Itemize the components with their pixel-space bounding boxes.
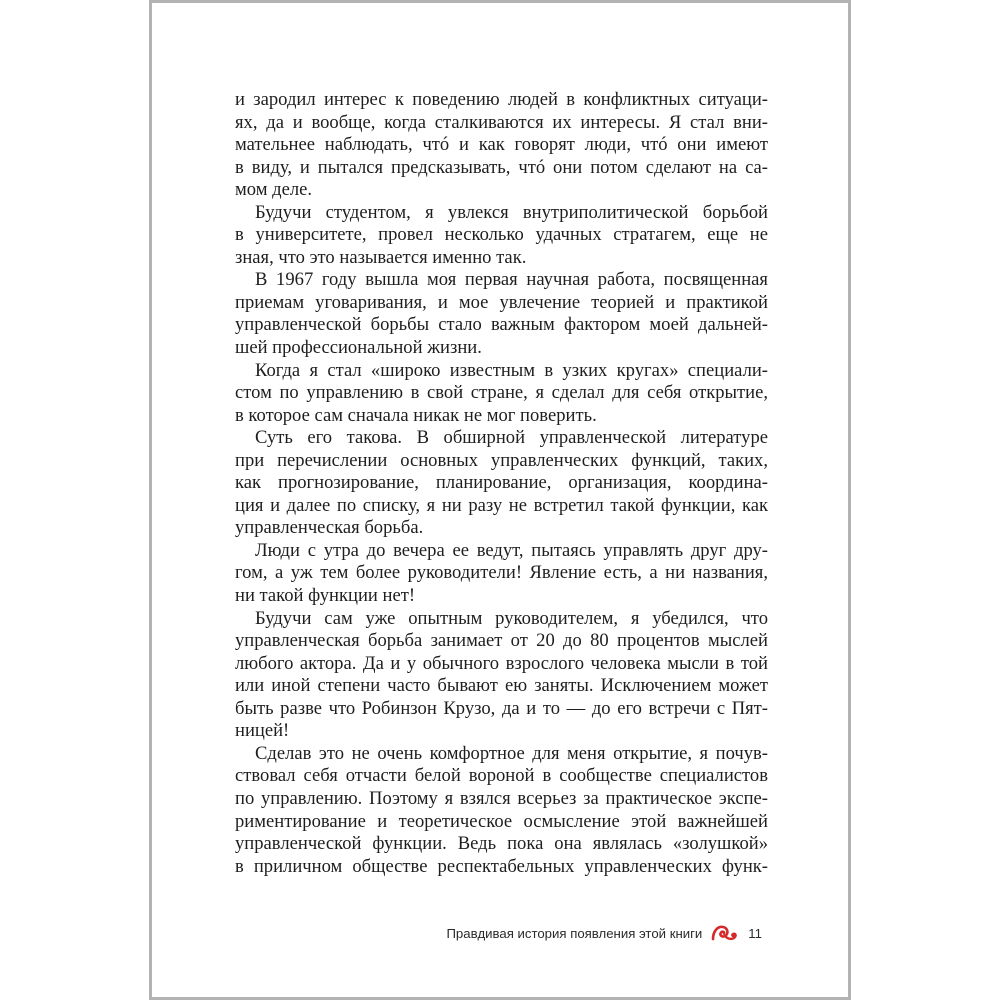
text-line: зная, что это называется именно так. — [235, 246, 527, 268]
text-line: в виду, и пытался предсказывать, чтó они потом сделают на са- — [235, 156, 768, 178]
paragraph — [235, 269, 768, 359]
text-line: гом, а уж тем более руководители! Явление есть, а ни названия, — [235, 562, 768, 584]
paragraph — [235, 202, 768, 270]
text-line: мательнее наблюдать, чтó и как говорят люди, чтó они имеют — [235, 134, 768, 156]
paragraph — [235, 540, 768, 608]
text-line: при перечислении основных управленческих функций, таких, — [235, 449, 768, 471]
text-line: Суть его такова. В обширной управленческой литературе — [255, 427, 768, 449]
text-line: и зародил интерес к поведению людей в конфликтных ситуаци- — [235, 89, 768, 110]
text-line: Люди с утра до вечера ее ведут, пытаясь управлять друг дру- — [255, 539, 768, 561]
text-line: управленческой борьбы стало важным фактором моей дальней- — [235, 314, 768, 336]
body-text — [235, 89, 768, 878]
text-line: в приличном обществе респектабельных управленческих функ- — [235, 855, 768, 877]
text-line: ях, да и вообще, когда сталкиваются их интересы. Я стал вни- — [235, 111, 768, 133]
text-line: любого актора. Да и у обычного взрослого человека мысли в той — [235, 652, 768, 674]
text-line: Когда я стал «широко известным в узких кругах» специали- — [255, 359, 768, 381]
running-title: Правдивая история появления этой книги — [446, 925, 703, 941]
paragraph — [235, 427, 768, 540]
text-line: шей профессиональной жизни. — [235, 337, 482, 359]
text-line: Будучи студентом, я увлекся внутриполитической борьбой — [255, 201, 768, 223]
paragraph — [235, 89, 768, 202]
text-line: быть разве что Робинзон Крузо, да и то — до его встречи с Пят- — [235, 697, 768, 719]
text-line: риментирование и теоретическое осмысление этой важнейшей — [235, 810, 768, 832]
paragraph — [235, 608, 768, 743]
paragraph — [235, 743, 768, 878]
text-line: как прогнозирование, планирование, организация, координа- — [235, 472, 768, 494]
text-line: мом деле. — [235, 179, 313, 201]
text-line: Будучи сам уже опытным руководителем, я убедился, что — [255, 607, 768, 629]
text-line: по управлению. Поэтому я взялся всерьез за практическое экспе- — [235, 787, 768, 809]
text-line: ни такой функции нет! — [235, 585, 416, 607]
swirl-ornament-icon — [710, 924, 740, 942]
page-footer — [446, 924, 762, 942]
text-line: Сделав это не очень комфортное для меня открытие, я почув- — [255, 742, 768, 764]
text-line: В 1967 году вышла моя первая научная работа, посвященная — [255, 269, 768, 291]
text-line: управленческая борьба занимает от 20 до 80 процентов мыслей — [235, 630, 768, 652]
text-line: стом по управлению в свой стране, я сделал для себя открытие, — [235, 382, 768, 404]
text-line: в университете, провел несколько удачных стратагем, еще не — [235, 224, 768, 246]
text-line: ствовал себя отчасти белой вороной в сообществе специалистов — [235, 765, 768, 787]
text-line: ция и далее по списку, я ни разу не встретил такой функции, как — [235, 494, 768, 516]
text-line: управленческой функции. Ведь пока она являлась «золушкой» — [235, 833, 768, 855]
page-number: 11 — [748, 925, 762, 941]
text-line: управленческая борьба. — [235, 517, 424, 539]
text-line: или иной степени часто бывают ею заняты. Исключением может — [235, 675, 768, 697]
text-line: ницей! — [235, 720, 290, 742]
paragraph — [235, 360, 768, 428]
text-line: в которое сам сначала никак не мог поверить. — [235, 404, 597, 426]
text-line: приемам уговаривания, и мое увлечение теорией и практикой — [235, 291, 768, 313]
